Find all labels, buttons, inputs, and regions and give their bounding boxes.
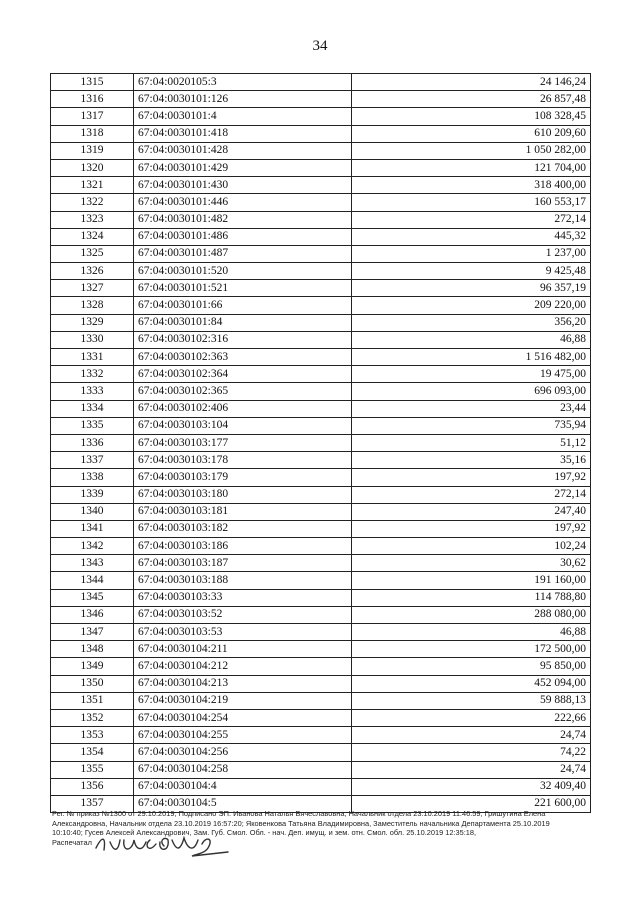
row-number: 1351 bbox=[51, 692, 134, 709]
cadastral-number: 67:04:0030102:365 bbox=[134, 383, 352, 400]
cadastral-number: 67:04:0030101:428 bbox=[134, 142, 352, 159]
table-row bbox=[51, 641, 591, 658]
table-row bbox=[51, 744, 591, 761]
table-row bbox=[51, 177, 591, 194]
row-number: 1339 bbox=[51, 486, 134, 503]
row-number: 1326 bbox=[51, 263, 134, 280]
table-row bbox=[51, 245, 591, 262]
cadastral-value: 197,92 bbox=[352, 469, 591, 486]
row-number: 1349 bbox=[51, 658, 134, 675]
table-row bbox=[51, 263, 591, 280]
row-number: 1354 bbox=[51, 744, 134, 761]
cadastral-number: 67:04:0030103:33 bbox=[134, 589, 352, 606]
row-number: 1341 bbox=[51, 520, 134, 537]
cadastral-value: 51,12 bbox=[352, 434, 591, 451]
cadastral-number: 67:04:0030101:521 bbox=[134, 280, 352, 297]
cadastral-value: 24,74 bbox=[352, 727, 591, 744]
table-row bbox=[51, 142, 591, 159]
table-row bbox=[51, 727, 591, 744]
cadastral-number: 67:04:0030104:211 bbox=[134, 641, 352, 658]
cadastral-number: 67:04:0030102:316 bbox=[134, 331, 352, 348]
table-row bbox=[51, 211, 591, 228]
cadastral-value: 95 850,00 bbox=[352, 658, 591, 675]
cadastral-number: 67:04:0030101:84 bbox=[134, 314, 352, 331]
cadastral-value: 197,92 bbox=[352, 520, 591, 537]
cadastral-value: 221 600,00 bbox=[352, 795, 591, 812]
cadastral-value: 318 400,00 bbox=[352, 177, 591, 194]
table-row bbox=[51, 314, 591, 331]
table-row bbox=[51, 503, 591, 520]
row-number: 1317 bbox=[51, 108, 134, 125]
cadastral-number: 67:04:0030101:430 bbox=[134, 177, 352, 194]
cadastral-number: 67:04:0030104:213 bbox=[134, 675, 352, 692]
row-number: 1334 bbox=[51, 400, 134, 417]
footer-line-1: Рег. № приказ №1300 от 29.10.2019, Подписано ЭП: Иванова Наталья Вячеславовна, Начальник отдела 23.10.2019 11:46:59; Гришутина Елена bbox=[52, 809, 546, 818]
cadastral-value: 288 080,00 bbox=[352, 606, 591, 623]
cadastral-value: 46,88 bbox=[352, 331, 591, 348]
row-number: 1332 bbox=[51, 366, 134, 383]
cadastral-value: 445,32 bbox=[352, 228, 591, 245]
cadastral-value: 35,16 bbox=[352, 452, 591, 469]
cadastral-number: 67:04:0030101:126 bbox=[134, 91, 352, 108]
table-row bbox=[51, 280, 591, 297]
cadastral-value: 247,40 bbox=[352, 503, 591, 520]
cadastral-value: 96 357,19 bbox=[352, 280, 591, 297]
cadastral-number: 67:04:0030104:255 bbox=[134, 727, 352, 744]
row-number: 1347 bbox=[51, 624, 134, 641]
table-row bbox=[51, 366, 591, 383]
table-row bbox=[51, 606, 591, 623]
cadastral-value: 610 209,60 bbox=[352, 125, 591, 142]
row-number: 1330 bbox=[51, 331, 134, 348]
cadastral-number: 67:04:0030101:429 bbox=[134, 159, 352, 176]
cadastral-value: 74,22 bbox=[352, 744, 591, 761]
cadastral-number: 67:04:0030101:487 bbox=[134, 245, 352, 262]
cadastral-value: 222,66 bbox=[352, 709, 591, 726]
row-number: 1356 bbox=[51, 778, 134, 795]
table-row bbox=[51, 417, 591, 434]
table-row bbox=[51, 452, 591, 469]
table-row bbox=[51, 555, 591, 572]
table-row bbox=[51, 589, 591, 606]
cadastral-number: 67:04:0030103:188 bbox=[134, 572, 352, 589]
cadastral-number: 67:04:0030103:179 bbox=[134, 469, 352, 486]
footer-line-4: Распечатал bbox=[52, 837, 92, 847]
table-row bbox=[51, 74, 591, 91]
cadastral-value: 272,14 bbox=[352, 211, 591, 228]
table-row bbox=[51, 675, 591, 692]
cadastral-value: 735,94 bbox=[352, 417, 591, 434]
cadastral-value: 356,20 bbox=[352, 314, 591, 331]
cadastral-number: 67:04:0030104:254 bbox=[134, 709, 352, 726]
cadastral-number: 67:04:0030101:486 bbox=[134, 228, 352, 245]
row-number: 1338 bbox=[51, 469, 134, 486]
row-number: 1322 bbox=[51, 194, 134, 211]
cadastral-value: 160 553,17 bbox=[352, 194, 591, 211]
table-row bbox=[51, 297, 591, 314]
footer-line-2: Александровна, Начальник отдела 23.10.2019 16:57:20; Яковенкова Татьяна Владимировна, Заместитель начальника Департамента 25.10.2019 bbox=[52, 818, 550, 828]
cadastral-number: 67:04:0030101:66 bbox=[134, 297, 352, 314]
table-row bbox=[51, 349, 591, 366]
row-number: 1319 bbox=[51, 142, 134, 159]
table-row bbox=[51, 159, 591, 176]
row-number: 1316 bbox=[51, 91, 134, 108]
handwritten-signature bbox=[92, 832, 232, 858]
table-row bbox=[51, 469, 591, 486]
cadastral-number: 67:04:0020105:3 bbox=[134, 74, 352, 91]
row-number: 1343 bbox=[51, 555, 134, 572]
cadastral-value: 114 788,80 bbox=[352, 589, 591, 606]
cadastral-number: 67:04:0030101:520 bbox=[134, 263, 352, 280]
row-number: 1353 bbox=[51, 727, 134, 744]
row-number: 1346 bbox=[51, 606, 134, 623]
row-number: 1327 bbox=[51, 280, 134, 297]
cadastral-number: 67:04:0030104:5 bbox=[134, 795, 352, 812]
row-number: 1348 bbox=[51, 641, 134, 658]
cadastral-number: 67:04:0030102:406 bbox=[134, 400, 352, 417]
cadastral-number: 67:04:0030103:182 bbox=[134, 520, 352, 537]
cadastral-number: 67:04:0030101:4 bbox=[134, 108, 352, 125]
cadastral-value: 121 704,00 bbox=[352, 159, 591, 176]
table-row bbox=[51, 108, 591, 125]
cadastral-number: 67:04:0030103:180 bbox=[134, 486, 352, 503]
cadastral-value: 24 146,24 bbox=[352, 74, 591, 91]
table-row bbox=[51, 383, 591, 400]
row-number: 1331 bbox=[51, 349, 134, 366]
row-number: 1350 bbox=[51, 675, 134, 692]
row-number: 1333 bbox=[51, 383, 134, 400]
cadastral-value: 1 516 482,00 bbox=[352, 349, 591, 366]
cadastral-number: 67:04:0030102:364 bbox=[134, 366, 352, 383]
table-row bbox=[51, 624, 591, 641]
cadastral-number: 67:04:0030103:177 bbox=[134, 434, 352, 451]
cadastral-number: 67:04:0030103:53 bbox=[134, 624, 352, 641]
row-number: 1321 bbox=[51, 177, 134, 194]
cadastral-number: 67:04:0030101:446 bbox=[134, 194, 352, 211]
row-number: 1352 bbox=[51, 709, 134, 726]
cadastral-number: 67:04:0030104:219 bbox=[134, 692, 352, 709]
cadastral-number: 67:04:0030103:178 bbox=[134, 452, 352, 469]
cadastral-value: 46,88 bbox=[352, 624, 591, 641]
cadastral-number: 67:04:0030101:418 bbox=[134, 125, 352, 142]
table-row bbox=[51, 538, 591, 555]
row-number: 1315 bbox=[51, 74, 134, 91]
cadastral-value: 19 475,00 bbox=[352, 366, 591, 383]
row-number: 1357 bbox=[51, 795, 134, 812]
table-row bbox=[51, 778, 591, 795]
cadastral-value: 26 857,48 bbox=[352, 91, 591, 108]
table-row bbox=[51, 658, 591, 675]
row-number: 1329 bbox=[51, 314, 134, 331]
table-row bbox=[51, 520, 591, 537]
table-row bbox=[51, 228, 591, 245]
cadastral-number: 67:04:0030103:181 bbox=[134, 503, 352, 520]
table-row bbox=[51, 331, 591, 348]
cadastral-value: 59 888,13 bbox=[352, 692, 591, 709]
row-number: 1323 bbox=[51, 211, 134, 228]
cadastral-number: 67:04:0030104:256 bbox=[134, 744, 352, 761]
table-row bbox=[51, 91, 591, 108]
cadastral-value: 23,44 bbox=[352, 400, 591, 417]
table-row bbox=[51, 486, 591, 503]
table-row bbox=[51, 692, 591, 709]
cadastral-value: 32 409,40 bbox=[352, 778, 591, 795]
cadastral-value: 9 425,48 bbox=[352, 263, 591, 280]
cadastral-value: 272,14 bbox=[352, 486, 591, 503]
cadastral-value: 1 050 282,00 bbox=[352, 142, 591, 159]
row-number: 1342 bbox=[51, 538, 134, 555]
footer-line-3: 10:10:40; Гусев Алексей Александрович, Зам. Губ. Смол. Обл. - нач. Деп. имущ. и зем. отн. Смол. обл. 25.10.2019 12:35:18, bbox=[52, 828, 477, 838]
cadastral-value: 24,74 bbox=[352, 761, 591, 778]
cadastral-number: 67:04:0030102:363 bbox=[134, 349, 352, 366]
table-row bbox=[51, 761, 591, 778]
table-row bbox=[51, 125, 591, 142]
cadastral-number: 67:04:0030103:187 bbox=[134, 555, 352, 572]
row-number: 1318 bbox=[51, 125, 134, 142]
row-number: 1328 bbox=[51, 297, 134, 314]
cadastral-value: 30,62 bbox=[352, 555, 591, 572]
cadastral-value: 696 093,00 bbox=[352, 383, 591, 400]
table-row bbox=[51, 400, 591, 417]
row-number: 1337 bbox=[51, 452, 134, 469]
row-number: 1324 bbox=[51, 228, 134, 245]
cadastral-number: 67:04:0030104:258 bbox=[134, 761, 352, 778]
table-body bbox=[51, 74, 591, 813]
table-row bbox=[51, 434, 591, 451]
cadastral-value: 1 237,00 bbox=[352, 245, 591, 262]
cadastral-number: 67:04:0030104:4 bbox=[134, 778, 352, 795]
cadastral-number: 67:04:0030103:186 bbox=[134, 538, 352, 555]
cadastral-value: 191 160,00 bbox=[352, 572, 591, 589]
cadastral-number: 67:04:0030103:52 bbox=[134, 606, 352, 623]
cadastral-number: 67:04:0030103:104 bbox=[134, 417, 352, 434]
cadastral-value: 102,24 bbox=[352, 538, 591, 555]
table-row bbox=[51, 709, 591, 726]
row-number: 1325 bbox=[51, 245, 134, 262]
row-number: 1340 bbox=[51, 503, 134, 520]
cadastral-value: 108 328,45 bbox=[352, 108, 591, 125]
cadastral-value: 172 500,00 bbox=[352, 641, 591, 658]
cadastral-value: 209 220,00 bbox=[352, 297, 591, 314]
cadastral-value-table bbox=[50, 73, 591, 813]
table-row bbox=[51, 194, 591, 211]
row-number: 1336 bbox=[51, 434, 134, 451]
row-number: 1345 bbox=[51, 589, 134, 606]
row-number: 1335 bbox=[51, 417, 134, 434]
cadastral-number: 67:04:0030101:482 bbox=[134, 211, 352, 228]
cadastral-number: 67:04:0030104:212 bbox=[134, 658, 352, 675]
row-number: 1344 bbox=[51, 572, 134, 589]
table-row bbox=[51, 572, 591, 589]
cadastral-value: 452 094,00 bbox=[352, 675, 591, 692]
page-number: 34 bbox=[312, 38, 328, 54]
row-number: 1355 bbox=[51, 761, 134, 778]
row-number: 1320 bbox=[51, 159, 134, 176]
